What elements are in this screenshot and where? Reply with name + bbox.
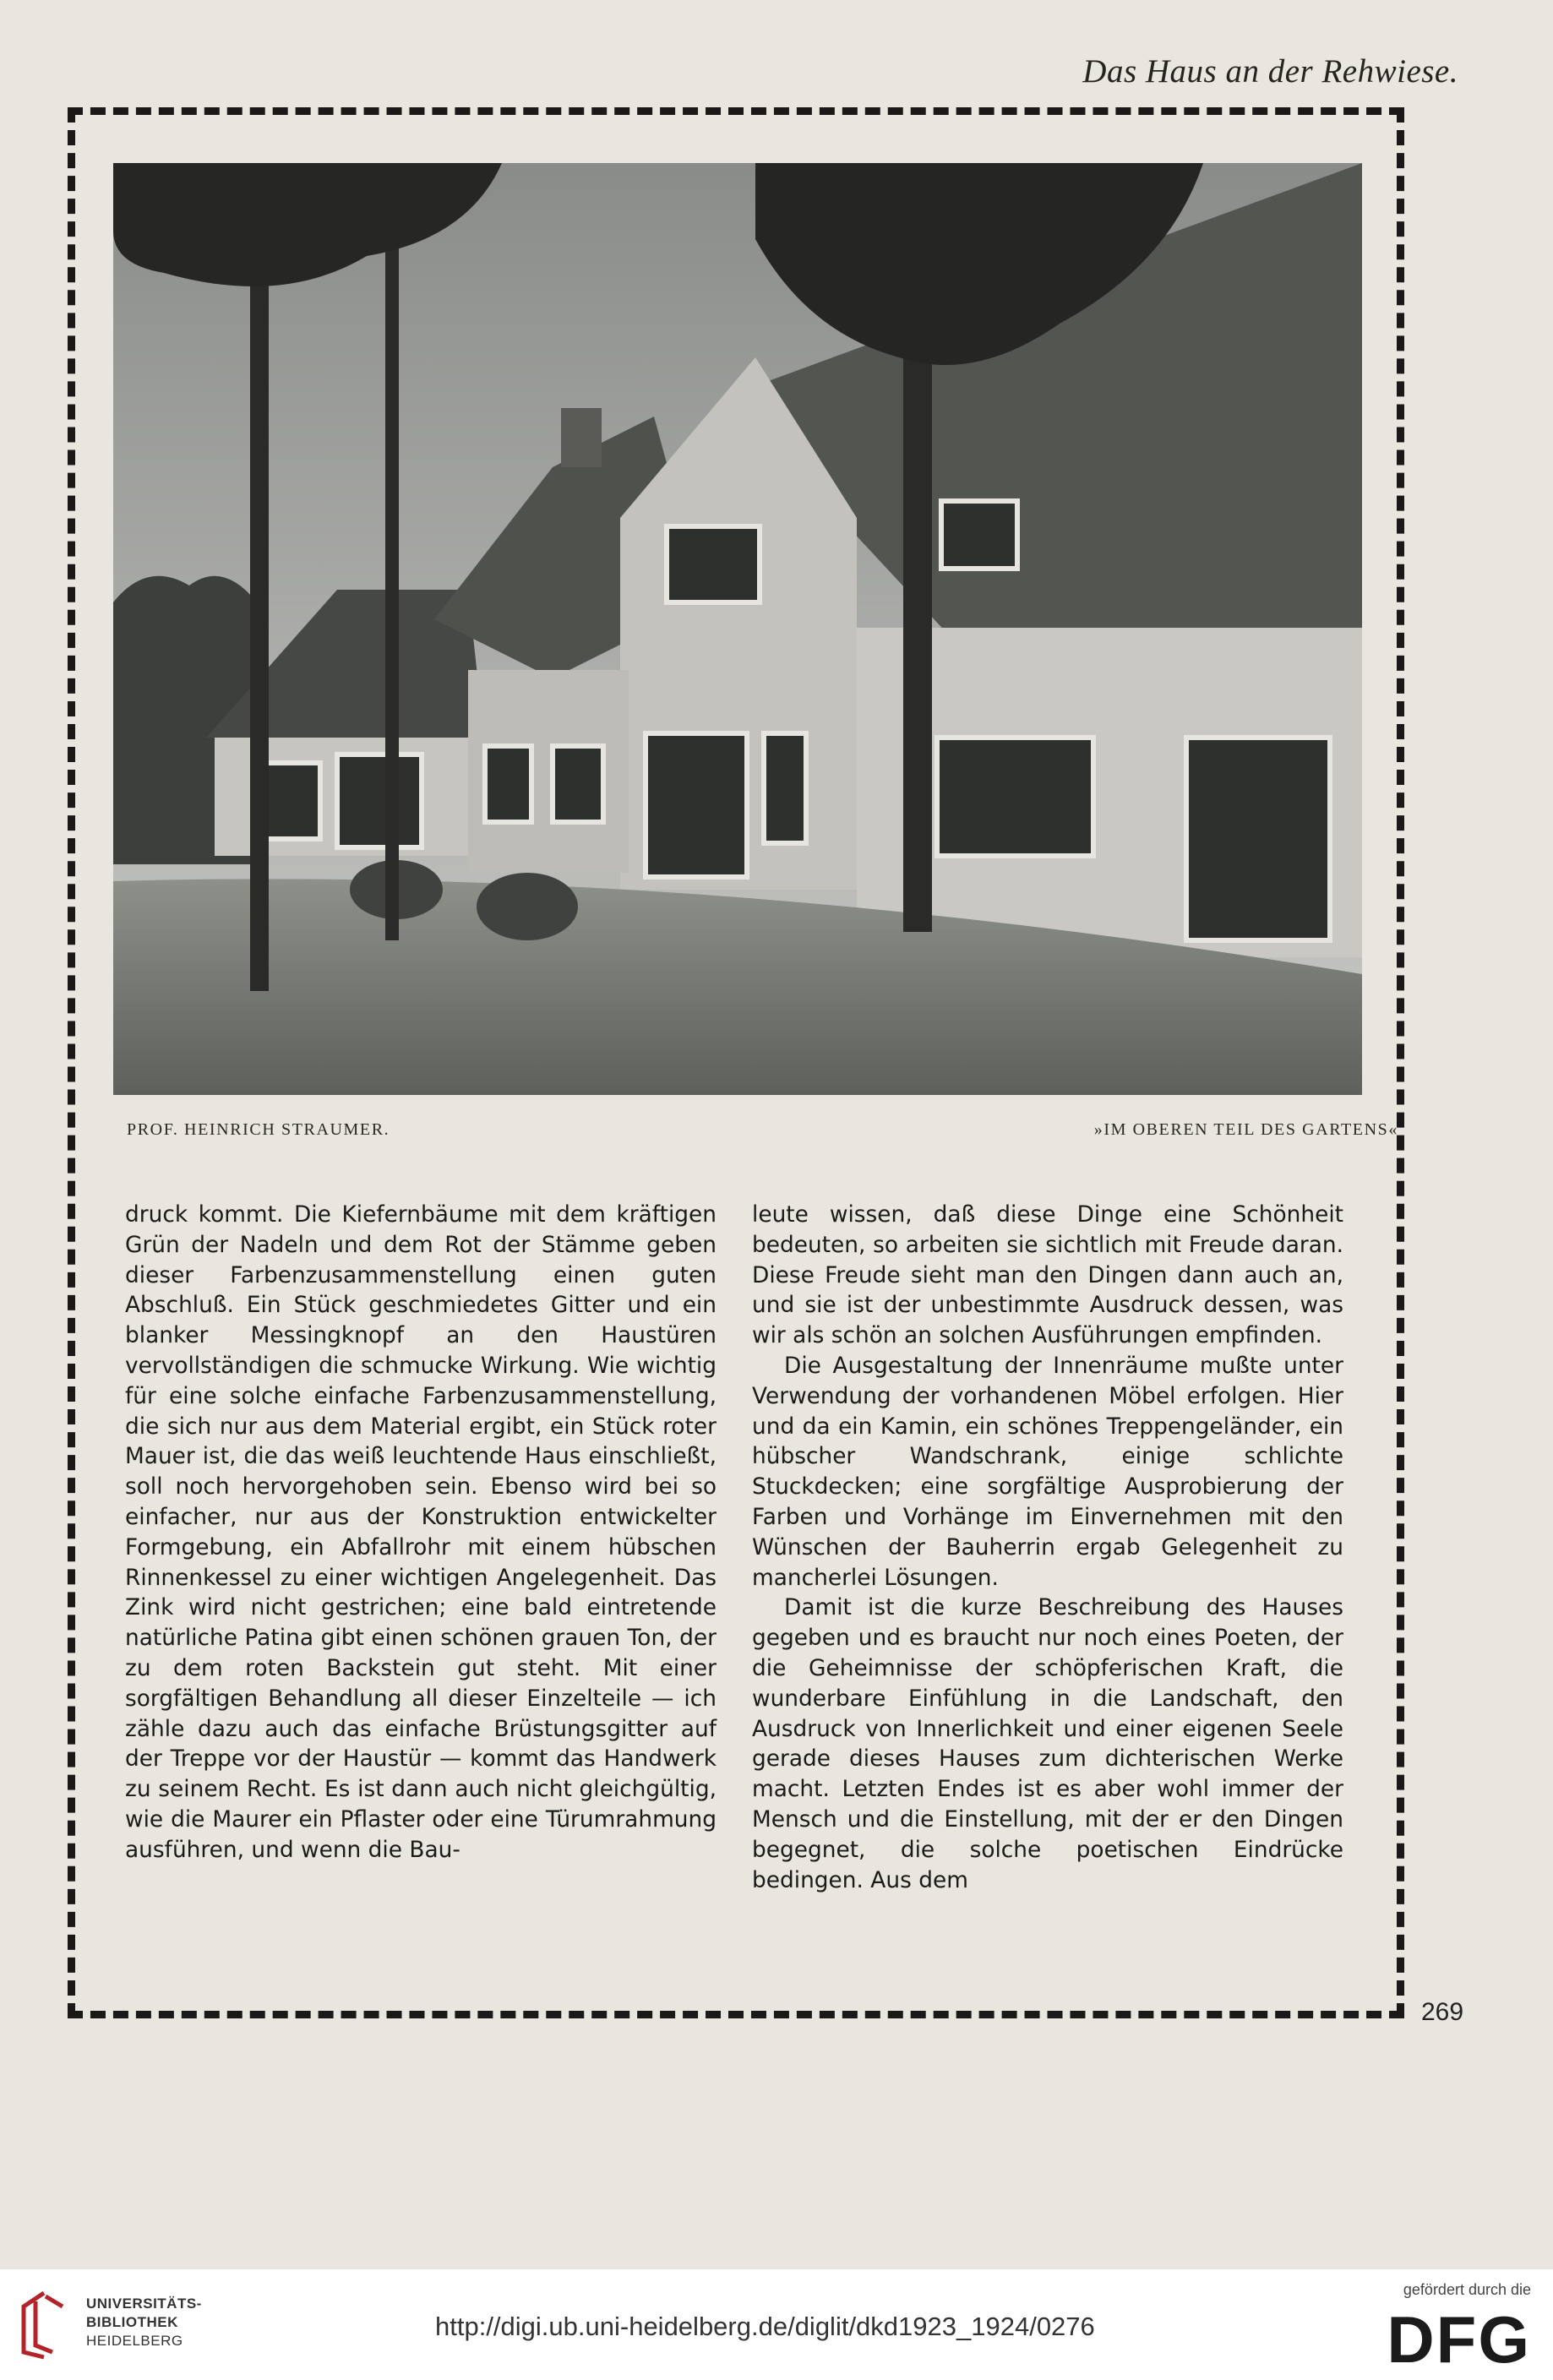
page-number: 269 <box>1421 1998 1464 2026</box>
digitization-footer <box>0 2269 1553 2380</box>
library-name[interactable] <box>86 2295 202 2350</box>
funding-note: gefördert durch die <box>1403 2281 1531 2298</box>
library-name-line1: UNIVERSITÄTS- <box>86 2296 202 2312</box>
dfg-logo[interactable]: DFG <box>1387 2302 1531 2377</box>
text-column-left <box>125 1200 717 1865</box>
running-head: Das Haus an der Rehwiese. <box>1082 53 1458 90</box>
right-paragraph-2: Die Ausgestaltung der Innenräume mußte unter Verwendung der vorhandenen Möbel erfolgen. Hier und da ein Kamin, ein schönes Treppengeländer, ein hübscher Wandschrank, einige schlichte Stuckdecken; eine sorgfältige Ausprobierung der Farben und Vorhänge im Einvernehmen mit den Wünschen der Bauherrin ergab Gelegenheit zu mancherlei Lösungen. <box>752 1352 1343 1591</box>
right-paragraph-3: Damit ist die kurze Beschreibung des Hauses gegeben und es braucht nur noch eines Poeten, der die Geheimnisse der schöpferischen Kraft, die wunderbare Einfühlung in die Landschaft, den Ausdruck von Innerlichkeit und einer eigenen Seele gerade dieses Hauses zum dichterischen Werke macht. Letzten Endes ist es aber wohl immer der Mensch und die Einstellung, mit der er den Dingen begegnet, die solche poetischen Eindrücke bedingen. Aus dem <box>752 1594 1343 1893</box>
right-paragraph-1: leute wissen, daß diese Dinge eine Schönheit bedeuten, so arbeiten sie sichtlich mit Freude daran. Diese Freude sieht man den Dingen dann auch an, und sie ist der unbestimmte Ausdruck dessen, was wir als schön an solchen Ausführungen empfinden. <box>752 1201 1343 1349</box>
photo-caption-architect: PROF. HEINRICH STRAUMER. <box>127 1120 390 1139</box>
source-url-link[interactable]: http://digi.ub.uni-heidelberg.de/diglit/dkd1923_1924/0276 <box>435 2312 1095 2341</box>
library-logo-icon[interactable] <box>19 2290 71 2361</box>
text-column-right <box>752 1200 1343 1895</box>
photo-caption-title: »IM OBEREN TEIL DES GARTENS« <box>1093 1120 1398 1139</box>
library-name-line2: BIBLIOTHEK <box>86 2314 178 2330</box>
left-paragraph-1: druck kommt. Die Kiefernbäume mit dem kräftigen Grün der Nadeln und dem Rot der Stämme geben dieser Farbenzusammenstellung einen guten Abschluß. Ein Stück geschmiedetes Gitter und ein blanker Messingknopf an den Haustüren vervollständigen die schmucke Wirkung. Wie wichtig für eine solche einfache Farbenzusammenstellung, die sich nur aus dem Material ergibt, ein Stück roter Mauer ist, die das weiß leuchtende Haus einschließt, soll noch hervorgehoben sein. Ebenso wird bei so einfacher, nur aus der Konstruktion entwickelter Formgebung, ein Abfallrohr mit einem hübschen Rinnenkessel zu einer wichtigen Angelegenheit. Das Zink wird nicht gestrichen; eine bald eintretende natürliche Patina gibt einen schönen grauen Ton, der zu dem roten Backstein gut steht. Mit einer sorgfältigen Behandlung all dieser Einzelteile — ich zähle dazu auch das einfache Brüstungsgitter auf der Treppe vor der Haustür — kommt das Handwerk zu seinem Recht. Es ist dann auch nicht gleichgültig, wie die Maurer ein Pflaster oder eine Türumrahmung ausführen, und wenn die Bau- <box>125 1201 717 1863</box>
house-photograph <box>113 163 1362 1095</box>
library-name-line3: HEIDELBERG <box>86 2333 183 2349</box>
